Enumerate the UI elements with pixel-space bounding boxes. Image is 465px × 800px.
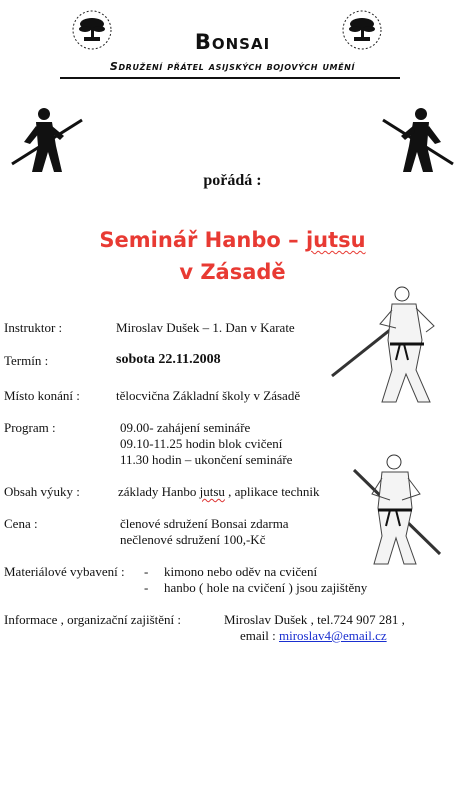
program-line: 11.30 hodin – ukončení semináře — [120, 452, 293, 467]
info-label: Informace , organizační zajištění : — [4, 612, 181, 627]
content-part: , aplikace technik — [224, 484, 320, 499]
fighter-left-icon — [10, 102, 90, 182]
brand-name: Bonsai — [194, 30, 271, 54]
karate-sketch-bottom-icon — [350, 450, 450, 570]
fighter-right-icon — [375, 102, 455, 182]
instructor-value: Miroslav Dušek – 1. Dan v Karate — [116, 320, 295, 335]
seminar-title-part: Seminář Hanbo – — [99, 228, 306, 252]
equipment-label: Materiálové vybavení : — [4, 564, 125, 579]
equipment-line: hanbo ( hole na cvičení ) jsou zajištěny — [164, 580, 368, 595]
seminar-title-line2: v Zásadě — [179, 260, 286, 284]
equipment-bullet: - — [144, 564, 149, 579]
program-line: 09.10-11.25 hodin blok cvičení — [120, 436, 283, 451]
karate-sketch-top-icon — [330, 280, 450, 410]
place-value: tělocvična Základní školy v Zásadě — [116, 388, 301, 403]
seminar-title-line1 — [0, 228, 465, 252]
place-label: Místo konání : — [4, 388, 80, 403]
equipment-line: kimono nebo oděv na cvičení — [164, 564, 318, 579]
seminar-title-jutsu: jutsu — [305, 228, 366, 252]
equipment-bullet: - — [144, 580, 149, 595]
content-part: základy Hanbo — [118, 484, 200, 499]
date-label: Termín : — [4, 353, 49, 368]
program-line: 09.00- zahájení semináře — [120, 420, 251, 435]
email-label: email : — [240, 628, 279, 643]
header-rule — [60, 77, 400, 79]
info-value: Miroslav Dušek , tel.724 907 281 , — [224, 612, 405, 627]
organizes-label: pořádá : — [203, 172, 262, 189]
content-value — [118, 484, 319, 500]
program-label: Program : — [4, 420, 56, 435]
instructor-label: Instruktor : — [4, 320, 63, 335]
email-link[interactable]: miroslav4@email.cz — [279, 628, 387, 643]
brand-subtitle: Sdružení přátel asijských bojových umění — [109, 60, 356, 73]
email-line — [240, 628, 387, 644]
date-value: sobota 22.11.2008 — [116, 352, 221, 367]
content-label: Obsah výuky : — [4, 484, 80, 499]
price-label: Cena : — [4, 516, 38, 531]
content-jutsu: jutsu — [199, 484, 225, 499]
price-line: nečlenové sdružení 100,-Kč — [120, 532, 266, 547]
price-line: členové sdružení Bonsai zdarma — [120, 516, 289, 531]
